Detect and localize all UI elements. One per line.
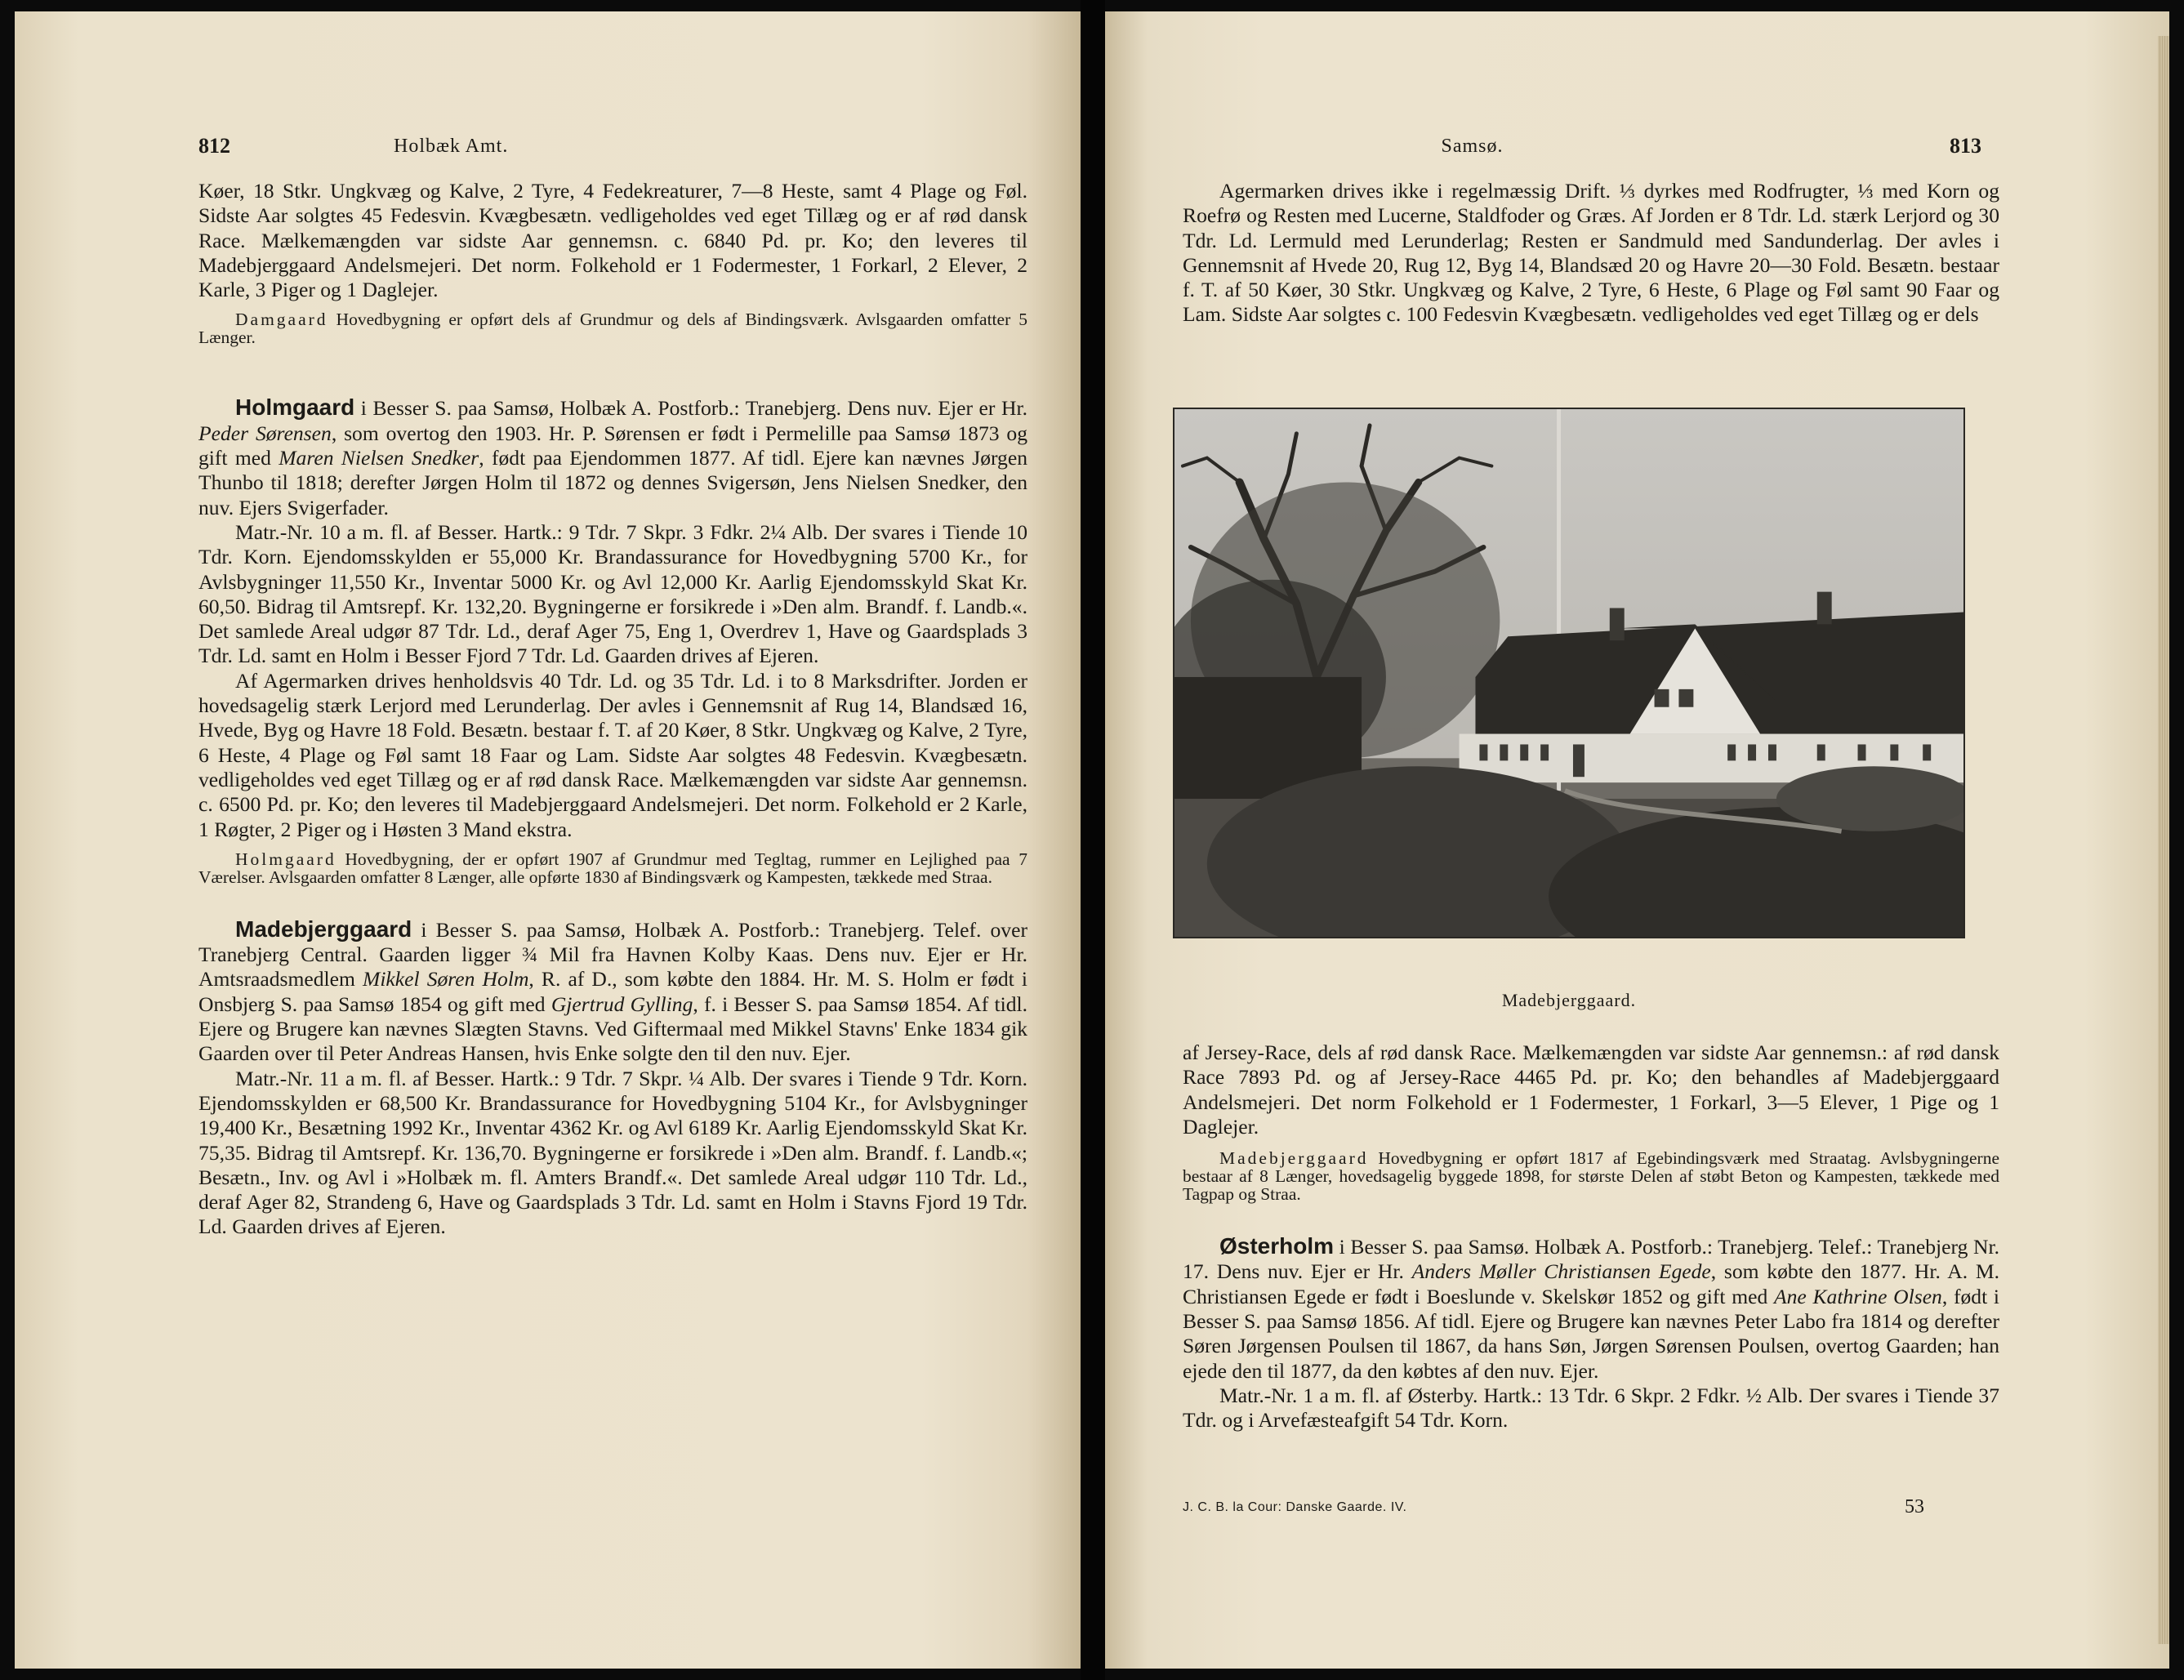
holmgaard-farming: Af Agermarken drives henholdsvis 40 Tdr. Ld. og 35 Tdr. Ld. i to 8 Marksdrifter. Jorden er hovedsagelig stærk Lerjord med Lerunderlag. Der avles i Gennemsnit af Rug 14, Blandsæd 16, Hvede, Byg og Havre 18 Fold. Besætn. bestaar f. T. af 20 Køer, 8 Stkr. Ungkvæg og Kalve, 2 Tyre, 6 Heste, 4 Plage og Føl samt 18 Faar og Lam. Sidste Aar solgtes 48 Fedesvin. Kvægbesætn. vedligeholdes ved eget Tillæg og er af rød dansk Race. Mælkemængden var sidste Aar gennemsn. c. 6500 Pd. pr. Ko; den leveres til Madebjerggaard Andelsmejeri. Det norm. Folkehold er 2 Karle, 1 Røgter, 2 Piger og i Høsten 3 Mand ekstra. xyxy=(198,668,1027,841)
entry-text: i Besser S. paa Samsø, Holbæk A. Postforb.: Tranebjerg. Telef. over Tranebjerg Central. Gaarden ligger ¾ Mil fra Havnen Kolby Kaas. Dens nuv. Ejer er Hr. Amtsraadsmedlem xyxy=(198,917,1027,992)
madebjerggaard-intro xyxy=(198,917,1027,1067)
wife-name: Gjertrud Gylling xyxy=(550,992,693,1016)
photo-caption: Madebjerggaard. xyxy=(1501,990,1637,1010)
right-text-bottom xyxy=(1183,1041,1999,1433)
osterholm-cadastre: Matr.-Nr. 1 a m. fl. af Østerby. Hartk.: 13 Tdr. 6 Skpr. 2 Fdkr. ½ Alb. Der svares i Tiende 37 Tdr. og i Arvefæsteafgift 54 Tdr. Korn. xyxy=(1183,1383,1999,1433)
continued-paragraph: Køer, 18 Stkr. Ungkvæg og Kalve, 2 Tyre, 4 Fedekreaturer, 7—8 Heste, samt 4 Plage og Føl. Sidste Aar solgtes 45 Fedesvin. Kvægbesætn. vedligeholdes ved eget Tillæg og er af rød dansk Race. Mælkemængden var sidste Aar gennemsn. c. 6840 Pd. pr. Ko; den leveres til Madebjerggaard Andelsmejeri. Det norm. Folkehold er 1 Fodermester, 1 Forkarl, 2 Elever, 2 Karle, 3 Piger og 1 Daglejer. xyxy=(198,179,1027,302)
farm-photograph-image xyxy=(1174,409,1963,937)
right-page xyxy=(1105,11,2169,1669)
left-page-header xyxy=(198,134,1019,158)
damgaard-building-note xyxy=(198,310,1027,346)
page-number: 813 xyxy=(1950,134,1981,158)
right-page-header xyxy=(1183,134,1981,158)
book-spine xyxy=(1081,0,1105,1680)
madebjerggaard-building-note xyxy=(1183,1149,1999,1203)
right-text-top xyxy=(1183,179,1999,328)
note-name: Holmgaard xyxy=(235,849,337,869)
osterholm-intro xyxy=(1183,1234,1999,1384)
running-title: Samsø. xyxy=(1441,135,1504,157)
page-edge xyxy=(2158,36,2169,1644)
owner-name: Peder Sørensen xyxy=(198,421,332,445)
wife-name: Maren Nielsen Snedker xyxy=(279,446,479,470)
note-text: Hovedbygning er opført 1817 af Egebindingsværk med Straatag. Avlsbygningerne bestaar af 8 Længer, hovedsagelig byggede 1898, for største Delen af støbt Beton og Kampesten, tækkede med Tagpap og Straa. xyxy=(1183,1148,1999,1205)
madebjerggaard-cadastre: Matr.-Nr. 11 a m. fl. af Besser. Hartk.: 9 Tdr. 7 Skpr. ¼ Alb. Der svares i Tiende 9 Tdr. Korn. Ejendomsskylden er 68,500 Kr. Brandassurance for Hovedbygning 5104 Kr., for Avlsbygninger 19,400 Kr., Besætning 1992 Kr., Inventar 4362 Kr. og Avl 6189 Kr. Aarlig Ejendomsskyld Skat Kr. 75,35. Bidrag til Amtsrepf. Kr. 136,70. Bygningerne er forsikrede i »Den alm. Brandf. f. Landb.«; Besætn., Inv. og Avl i »Holbæk m. fl. Amters Brandf.«. Det samlede Areal udgør 110 Tdr. Ld., deraf Ager 82, Strandeng 6, Have og Gaardsplads 3 Tdr. Ld. samt en Holm i Stavns Fjord 19 Tdr. Ld. Gaarden drives af Ejeren. xyxy=(198,1066,1027,1239)
entry-title-holmgaard: Holmgaard xyxy=(235,394,355,421)
note-text: Hovedbygning er opført dels af Grundmur og dels af Bindingsværk. Avlsgaarden omfatter 5 Længer. xyxy=(198,310,1027,348)
footer-source: J. C. B. la Cour: Danske Gaarde. IV. xyxy=(1183,1500,1407,1514)
madebjerggaard-continued: af Jersey-Race, dels af rød dansk Race. Mælkemængden var sidste Aar gennemsn.: af rød dansk Race 7893 Pd. og af Jersey-Race 4465 Pd. pr. Ko; den behandles af Madebjerggaard Andelsmejeri. Det norm Folkehold er 1 Fodermester, 1 Forkarl, 3—5 Elever, 1 Pige og 1 Daglejer. xyxy=(1183,1041,1999,1139)
entry-text: , som købte den 1877. Hr. A. M. Christiansen Egede er født i Boeslunde v. Skelskør 1852 og gift med xyxy=(1183,1259,1999,1308)
left-page xyxy=(15,11,1081,1669)
holmgaard-building-note xyxy=(198,850,1027,886)
farm-photograph xyxy=(1173,408,1965,938)
wife-name: Ane Kathrine Olsen xyxy=(1773,1284,1942,1308)
owner-name: Anders Møller Christiansen Egede xyxy=(1411,1259,1711,1284)
page-number: 812 xyxy=(198,134,230,158)
left-text-column xyxy=(198,179,1027,1240)
note-name: Madebjerggaard xyxy=(1219,1148,1369,1169)
madebjerggaard-farming: Agermarken drives ikke i regelmæssig Drift. ⅓ dyrkes med Rodfrugter, ⅓ med Korn og Roefrø og Resten med Lucerne, Staldfoder og Græs. Af Jorden er 8 Tdr. Ld. stærk Lerjord og 30 Tdr. Ld. Lermuld med Lerunderlag; Resten er Sandmuld med Sandunderlag. Der avles i Gennemsnit af Hvede 20, Rug 12, Byg 14, Blandsæd 20 og Havre 20—30 Fold. Besætn. bestaar f. T. af 50 Køer, 30 Stkr. Ungkvæg og Kalve, 2 Tyre, 6 Heste, 6 Plage og Føl samt 90 Faar og Lam. Sidste Aar solgtes c. 100 Fedesvin Kvægbesætn. vedligeholdes ved eget Tillæg og er dels xyxy=(1183,179,1999,327)
page-footer xyxy=(1183,1496,1981,1518)
entry-text: i Besser S. paa Samsø. Holbæk A. Postforb.: Tranebjerg. Telef.: Tranebjerg Nr. 17. Dens nuv. Ejer er Hr. xyxy=(1183,1235,1999,1284)
holmgaard-cadastre: Matr.-Nr. 10 a m. fl. af Besser. Hartk.: 9 Tdr. 7 Skpr. 3 Fdkr. 2¼ Alb. Der svares i Tiende 10 Tdr. Korn. Ejendomsskylden er 55,000 Kr. Brandassurance for Hovedbygning 5700 Kr., for Avlsbygninger 11,550 Kr., Inventar 5000 Kr. og Avl 12,000 Kr. Aarlig Ejendomsskyld Skat Kr. 60,50. Bidrag til Amtsrepf. Kr. 132,20. Bygningerne er forsikrede i »Den alm. Brandf. f. Landb.«. Det samlede Areal udgør 87 Tdr. Ld., deraf Ager 75, Eng 1, Overdrev 1, Have og Gaardsplads 3 Tdr. Ld. samt en Holm i Besser Fjord 7 Tdr. Ld. Gaarden drives af Ejeren. xyxy=(198,519,1027,668)
entry-title-osterholm: Østerholm xyxy=(1219,1233,1335,1259)
entry-text: , f. i Besser S. paa Samsø 1854. Af tidl. Ejere og Brugere kan nævnes Slægten Stavns. Ved Giftermaal med Mikkel Stavns' Enke 1834 gik Gaarden over til Peter Andreas Hansen, hvis Enke solgte den til den nuv. Ejer. xyxy=(198,992,1027,1066)
signature-mark: 53 xyxy=(1905,1496,1924,1517)
entry-text: , født paa Ejendommen 1877. Af tidl. Ejere kan nævnes Jørgen Thunbo til 1818; derefter Jørgen Holm til 1872 og dennes Svigersøn, Jens Nielsen Snedker, den nuv. Ejers Svigerfader. xyxy=(198,446,1028,519)
note-text: Hovedbygning, der er opført 1907 af Grundmur med Tegltag, rummer en Lejlighed paa 7 Værelser. Avlsgaarden omfatter 8 Længer, alle opførte 1830 af Bindingsværk og Kampesten, tækkede med Straa. xyxy=(198,849,1027,887)
entry-text: , født i Besser S. paa Samsø 1856. Af tidl. Ejere og Brugere kan nævnes Peter Labo fra 1814 og derefter Søren Jørgensen Poulsen til 1867, da hans Søn, Jørgen Sørensen Poulsen, overtog Gaarden; han ejede den til 1877, da den købtes af den nuv. Ejer. xyxy=(1183,1284,1999,1383)
note-name: Damgaard xyxy=(235,310,328,330)
owner-name: Mikkel Søren Holm xyxy=(363,967,529,992)
holmgaard-intro xyxy=(198,395,1027,519)
entry-text: , som overtog den 1903. Hr. P. Sørensen er født i Permelille paa Samsø 1873 og gift med xyxy=(198,421,1027,470)
running-title: Holbæk Amt. xyxy=(394,135,509,157)
entry-text: i Besser S. paa Samsø, Holbæk A. Postforb.: Tranebjerg. Dens nuv. Ejer er Hr. xyxy=(354,396,1027,421)
entry-text: , R. af D., som købte den 1884. Hr. M. S. Holm er født i Onsbjerg S. paa Samsø 1854 og gift med xyxy=(198,967,1027,1016)
entry-title-madebjerggaard: Madebjerggaard xyxy=(235,916,412,942)
